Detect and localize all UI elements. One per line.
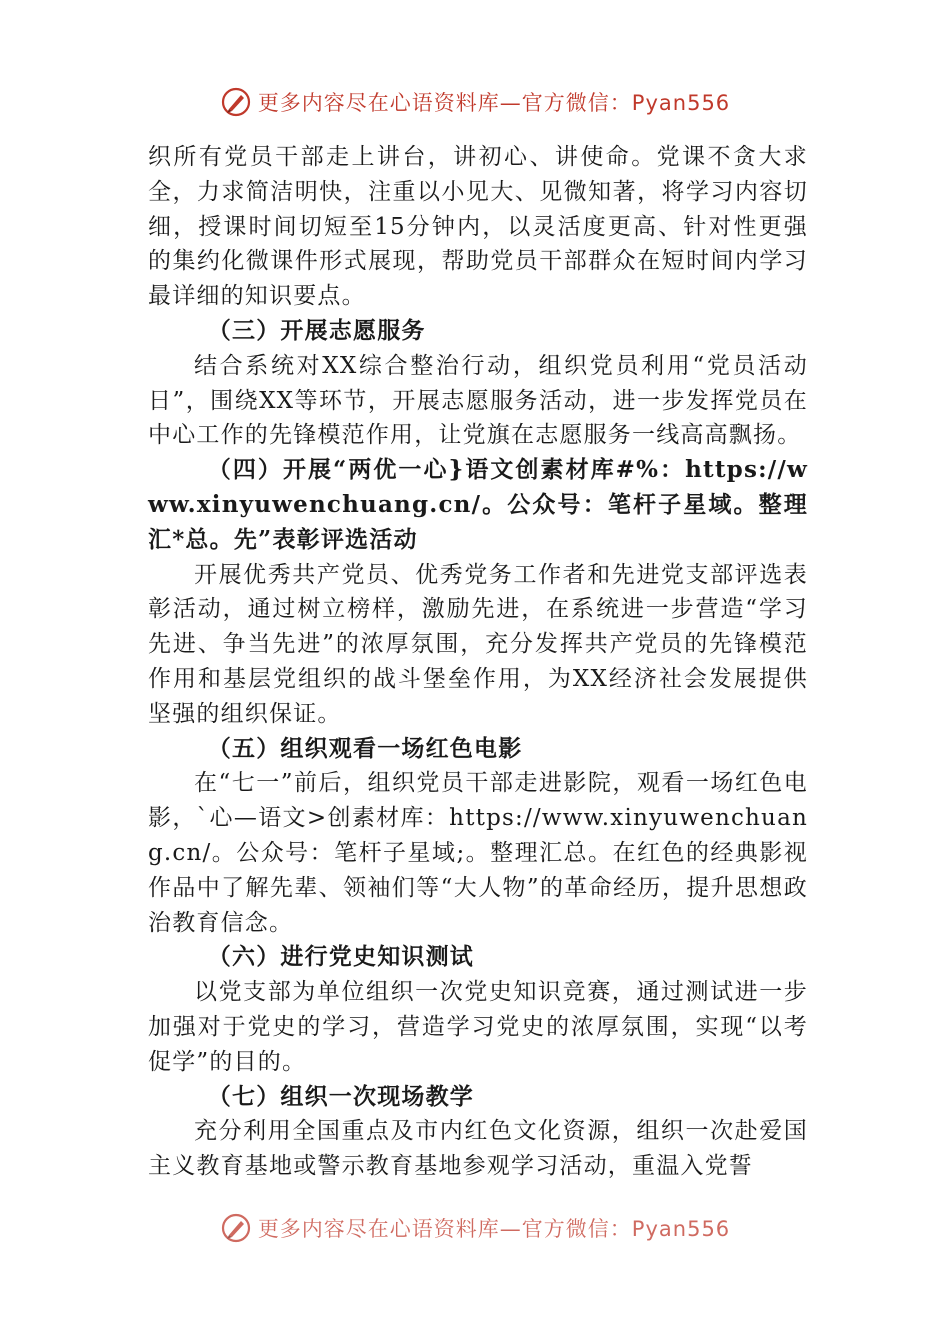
paragraph: 结合系统对XX综合整治行动，组织党员利用“党员活动日”，围绕XX等环节，开展志愿服务活动，进一步发挥党员在中心工作的先锋模范作用，让党旗在志愿服务一线高高飘扬。 bbox=[148, 352, 808, 449]
paragraph: 织所有党员干部走上讲台，讲初心、讲使命。党课不贪大求全，力求简洁明快，注重以小见大、见微知著，将学习内容切细，授课时间切短至15分钟内，以灵活度更高、针对性更强的集约化微课件形式展现，帮助党员干部群众在短时间内学习最详细的知识要点。 bbox=[148, 144, 808, 310]
paragraph: 充分利用全国重点及市内红色文化资源，组织一次赴爱国主义教育基地或警示教育基地参观学习活动，重温入党誓 bbox=[148, 1118, 808, 1180]
document-body bbox=[148, 140, 808, 1184]
paragraph: 在“七一”前后，组织党员干部走进影院，观看一场红色电影，`心—语文>创素材库：https://www.xinyuwenchuang.cn/。公众号：笔杆子星域;。整理汇总。在红色的经典影视作品中了解先辈、领袖们等“大人物”的革命经历，提升思想政治教育信念。 bbox=[148, 770, 808, 936]
pen-logo-icon bbox=[220, 1212, 252, 1244]
banner-text: 更多内容尽在心语资料库—官方微信：Pyan556 bbox=[257, 1217, 731, 1241]
section-heading: （三）开展志愿服务 bbox=[207, 316, 426, 344]
section-heading: （四）开展“两优一心}语文创素材库#%：https://www.xinyuwenchuang.cn/。公众号：笔杆子星域。整理汇*总。先”表彰评选活动 bbox=[148, 456, 808, 553]
section-heading: （七）组织一次现场教学 bbox=[207, 1082, 474, 1110]
footer-banner bbox=[0, 1212, 950, 1244]
paragraph: 开展优秀共产党员、优秀党务工作者和先进党支部评选表彰活动，通过树立榜样，激励先进，在系统进一步营造“学习先进、争当先进”的浓厚氛围，充分发挥共产党员的先锋模范作用和基层党组织的战斗堡垒作用，为XX经济社会发展提供坚强的组织保证。 bbox=[148, 561, 808, 727]
banner-text: 更多内容尽在心语资料库—官方微信：Pyan556 bbox=[257, 91, 731, 115]
section-heading: （六）进行党史知识测试 bbox=[207, 943, 474, 971]
paragraph: 以党支部为单位组织一次党史知识竞赛，通过测试进一步加强对于党史的学习，营造学习党史的浓厚氛围，实现“以考促学”的目的。 bbox=[148, 979, 808, 1075]
header-banner bbox=[0, 86, 950, 118]
pen-logo-icon bbox=[220, 86, 252, 118]
section-heading: （五）组织观看一场红色电影 bbox=[207, 734, 523, 762]
